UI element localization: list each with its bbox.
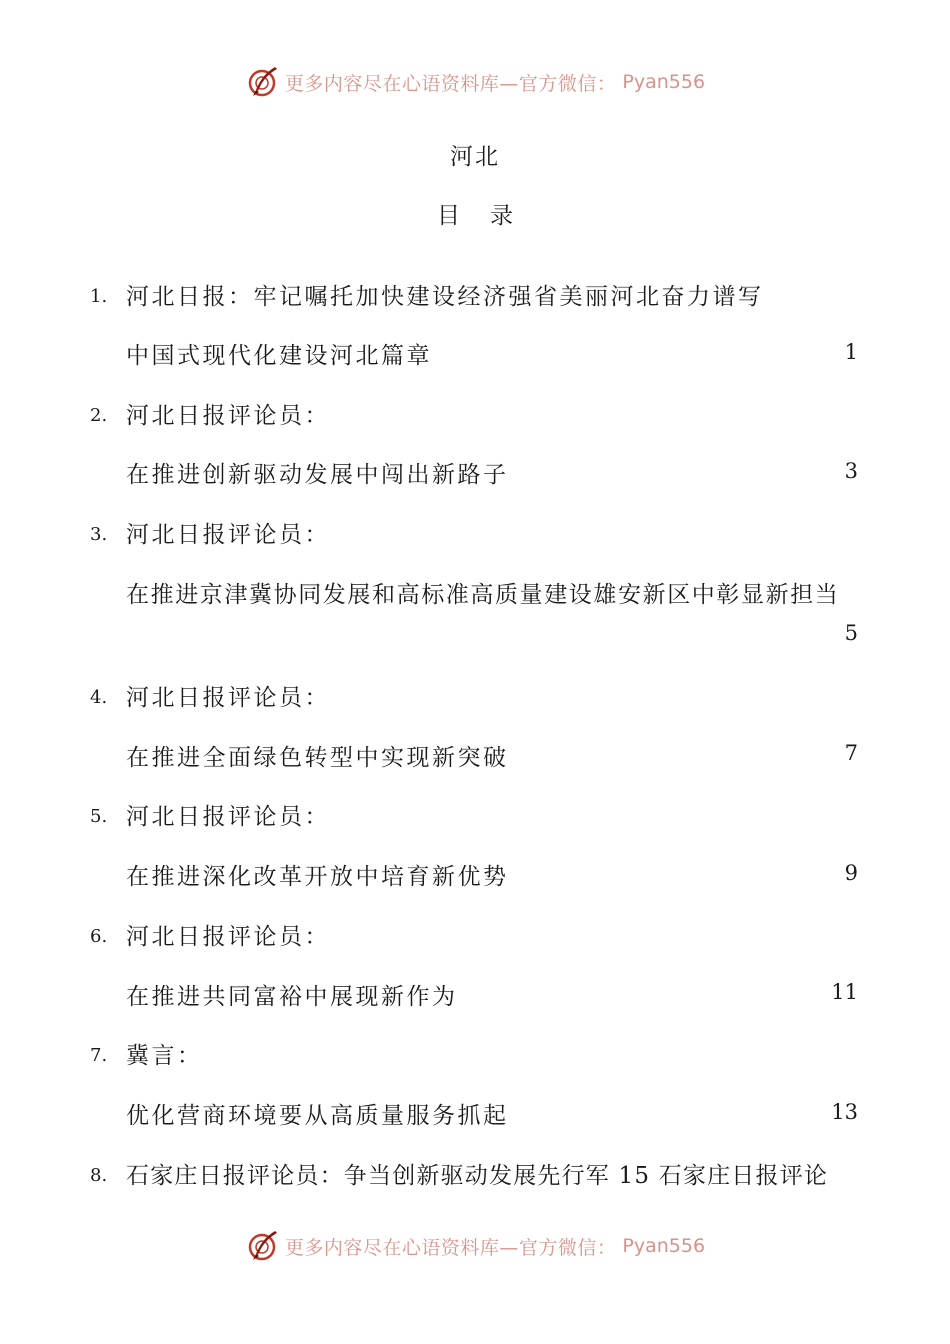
entry-title[interactable]: 河北日报评论员： [126, 403, 330, 429]
region-title: 河北 [450, 144, 500, 170]
entry-subtitle[interactable]: 在推进共同富裕中展现新作为 [126, 984, 458, 1010]
entry-subtitle[interactable]: 中国式现代化建设河北篇章 [126, 343, 432, 369]
entry-number: 1. [90, 286, 108, 307]
entry-title[interactable]: 冀言： [126, 1043, 203, 1069]
quill-logo-icon [245, 64, 281, 100]
watermark-text: 更多内容尽在心语资料库—官方微信： [284, 72, 617, 95]
watermark-wechat-id: Pyan556 [622, 71, 706, 93]
watermark-footer [0, 1226, 950, 1266]
entry-title[interactable]: 河北日报：牢记嘱托加快建设经济强省美丽河北奋力谱写 [126, 284, 764, 310]
entry-title[interactable]: 河北日报评论员： [126, 685, 330, 711]
entry-page-number: 1 [844, 340, 858, 364]
quill-logo-icon [245, 1228, 281, 1264]
entry-page-number: 9 [844, 861, 858, 885]
entry-page-number: 13 [831, 1100, 858, 1124]
entry-subtitle[interactable]: 在推进创新驱动发展中闯出新路子 [126, 462, 509, 488]
entry-page-number: 7 [844, 741, 858, 765]
entry-number: 6. [90, 926, 108, 947]
entry-title[interactable]: 石家庄日报评论员：争当创新驱动发展先行军 15 石家庄日报评论 [126, 1163, 829, 1189]
entry-subtitle[interactable]: 在推进深化改革开放中培育新优势 [126, 864, 509, 890]
entry-title[interactable]: 河北日报评论员： [126, 522, 330, 548]
entry-page-number: 11 [831, 980, 858, 1004]
entry-page-number: 3 [844, 459, 858, 483]
entry-number: 5. [90, 806, 108, 827]
watermark-header [0, 62, 950, 102]
watermark-wechat-id: Pyan556 [622, 1235, 706, 1257]
entry-number: 8. [90, 1165, 108, 1186]
entry-subtitle[interactable]: 在推进京津冀协同发展和高标准高质量建设雄安新区中彰显新担当 [126, 582, 840, 608]
entry-page-number: 5 [844, 621, 858, 645]
entry-title[interactable]: 河北日报评论员： [126, 804, 330, 830]
entry-number: 2. [90, 405, 108, 426]
watermark-text: 更多内容尽在心语资料库—官方微信： [284, 1236, 617, 1259]
entry-subtitle[interactable]: 在推进全面绿色转型中实现新突破 [126, 745, 509, 771]
entry-number: 3. [90, 524, 108, 545]
entry-subtitle[interactable]: 优化营商环境要从高质量服务抓起 [126, 1103, 509, 1129]
entry-number: 4. [90, 687, 108, 708]
entry-number: 7. [90, 1045, 108, 1066]
entry-title[interactable]: 河北日报评论员： [126, 924, 330, 950]
toc-title: 目录 [437, 203, 543, 229]
